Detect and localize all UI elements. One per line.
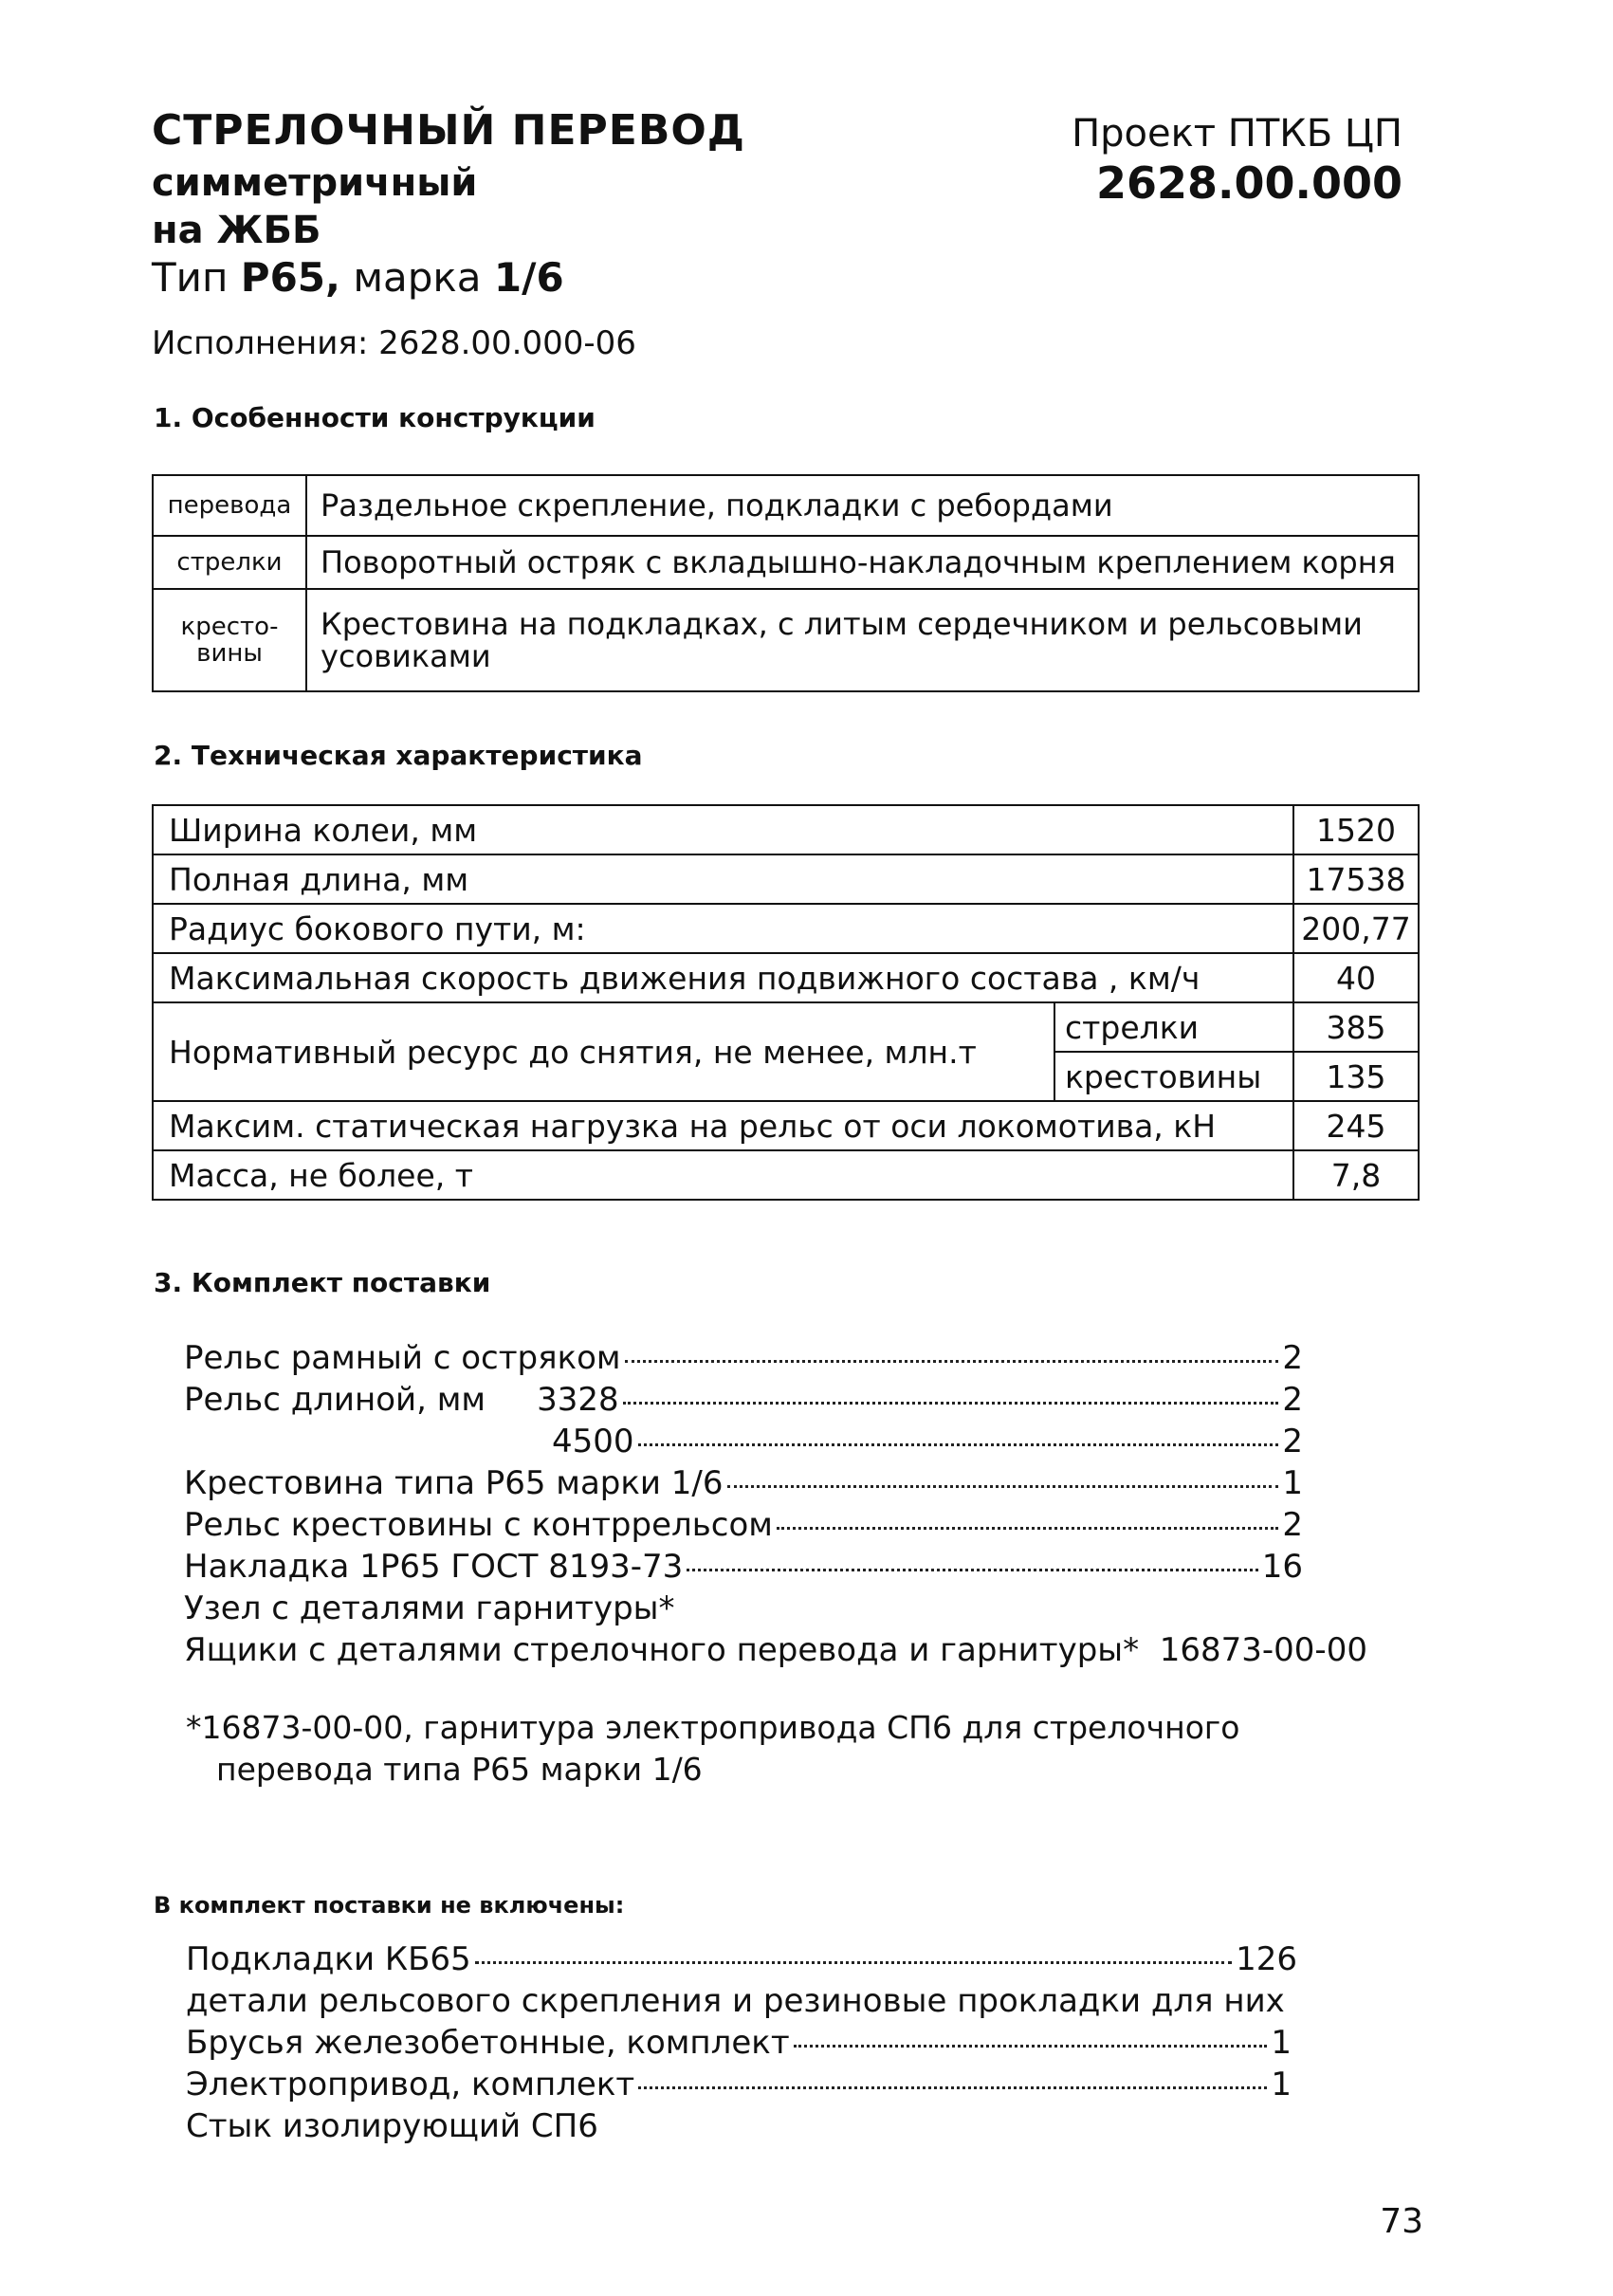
- item-qty: 2: [1282, 1339, 1303, 1377]
- item-name: Электропривод, комплект: [186, 2066, 635, 2103]
- document-subtitle-1: симметричный: [152, 161, 478, 205]
- spec-label: Ширина колеи, мм: [153, 805, 1293, 854]
- item-name: Рельс длиной, мм 3328: [184, 1381, 619, 1419]
- spec-label: Нормативный ресурс до снятия, не менее, млн.т: [153, 1002, 1054, 1101]
- list-item: [184, 1381, 1303, 1419]
- item-qty: 1: [1271, 2066, 1292, 2103]
- section1-heading: 1. Особенности конструкции: [154, 402, 596, 433]
- spec-label: Максим. статическая нагрузка на рельс от оси локомотива, кН: [153, 1101, 1293, 1150]
- type-and-mark: [152, 254, 564, 301]
- leader-dots: [475, 1961, 1232, 1964]
- leader-dots: [687, 1569, 1257, 1571]
- item-name: Рельс рамный с остряком: [184, 1339, 621, 1377]
- spec-sublabel: крестовины: [1054, 1052, 1293, 1101]
- document-subtitle-2: на ЖББ: [152, 209, 321, 252]
- list-item: Стык изолирующий СП6: [186, 2107, 598, 2145]
- item-name: Накладка 1Р65 ГОСТ 8193-73: [184, 1548, 684, 1586]
- feature-label: кресто- вины: [153, 589, 306, 691]
- document-title: СТРЕЛОЧНЫЙ ПЕРЕВОД: [152, 106, 745, 155]
- feature-value: Крестовина на подкладках, с литым сердечником и рельсовыми усовиками: [306, 589, 1419, 691]
- project-number: 2628.00.000: [1095, 157, 1402, 209]
- item-qty: 1: [1282, 1464, 1303, 1502]
- spec-value: 17538: [1293, 854, 1419, 904]
- variants-line: Исполнения: 2628.00.000-06: [152, 324, 636, 362]
- list-item: [186, 2066, 1292, 2103]
- list-item: Узел с деталями гарнитуры*: [184, 1589, 675, 1627]
- construction-features-table: [152, 474, 1420, 692]
- leader-dots: [777, 1527, 1278, 1530]
- list-item: детали рельсового скрепления и резиновые прокладки для них: [186, 1982, 1285, 2020]
- section2-heading: 2. Техническая характеристика: [154, 740, 643, 771]
- spec-label: Масса, не более, т: [153, 1150, 1293, 1200]
- spec-value: 40: [1293, 953, 1419, 1002]
- footnote-line: *16873-00-00, гарнитура электропривода СП6 для стрелочного: [186, 1709, 1240, 1746]
- leader-dots: [625, 1360, 1279, 1363]
- spec-value: 385: [1293, 1002, 1419, 1052]
- item-qty: 2: [1282, 1423, 1303, 1460]
- mark-value: 1/6: [493, 254, 564, 301]
- list-item: [184, 1506, 1303, 1544]
- spec-value: 200,77: [1293, 904, 1419, 953]
- leader-dots: [794, 2045, 1268, 2048]
- leader-dots: [623, 1402, 1279, 1405]
- feature-value: Раздельное скрепление, подкладки с ребордами: [306, 475, 1419, 536]
- item-name: Брусья железобетонные, комплект: [186, 2024, 790, 2062]
- section3-heading: 3. Комплект поставки: [154, 1267, 491, 1298]
- mark-prefix: марка: [353, 254, 482, 301]
- spec-label: Радиус бокового пути, м:: [153, 904, 1293, 953]
- item-name: Рельс крестовины с контррельсом: [184, 1506, 773, 1544]
- list-item: [184, 1339, 1303, 1377]
- item-qty: 1: [1271, 2024, 1292, 2062]
- leader-dots: [727, 1485, 1279, 1488]
- list-item: [552, 1423, 1303, 1460]
- page-number: 73: [1380, 2202, 1423, 2241]
- list-item: [184, 1464, 1303, 1502]
- spec-value: 7,8: [1293, 1150, 1419, 1200]
- item-qty: 16: [1261, 1548, 1303, 1586]
- list-item: [186, 2024, 1292, 2062]
- excluded-heading: В комплект поставки не включены:: [154, 1892, 625, 1919]
- item-qty: 126: [1236, 1940, 1297, 1978]
- leader-dots: [638, 1443, 1279, 1446]
- spec-value: 245: [1293, 1101, 1419, 1150]
- type-prefix: Тип: [152, 254, 229, 301]
- item-name: Крестовина типа Р65 марки 1/6: [184, 1464, 724, 1502]
- item-qty: 2: [1282, 1506, 1303, 1544]
- spec-value: 135: [1293, 1052, 1419, 1101]
- technical-specs-table: [152, 804, 1420, 1201]
- spec-label: Максимальная скорость движения подвижного состава , км/ч: [153, 953, 1293, 1002]
- item-name: Подкладки КБ65: [186, 1940, 471, 1978]
- list-item: Ящики с деталями стрелочного перевода и гарнитуры* 16873-00-00: [184, 1631, 1367, 1669]
- list-item: [186, 1940, 1297, 1978]
- spec-label: Полная длина, мм: [153, 854, 1293, 904]
- type-code: Р65,: [240, 254, 340, 301]
- spec-sublabel: стрелки: [1054, 1002, 1293, 1052]
- footnote-line: перевода типа Р65 марки 1/6: [216, 1751, 703, 1788]
- list-item: [184, 1548, 1303, 1586]
- feature-label: перевода: [153, 475, 306, 536]
- item-qty: 2: [1282, 1381, 1303, 1419]
- item-name: 4500: [552, 1423, 634, 1460]
- project-label: Проект ПТКБ ЦП: [1072, 112, 1402, 156]
- spec-value: 1520: [1293, 805, 1419, 854]
- leader-dots: [638, 2086, 1267, 2089]
- feature-value: Поворотный остряк с вкладышно-накладочным креплением корня: [306, 536, 1419, 589]
- feature-label: стрелки: [153, 536, 306, 589]
